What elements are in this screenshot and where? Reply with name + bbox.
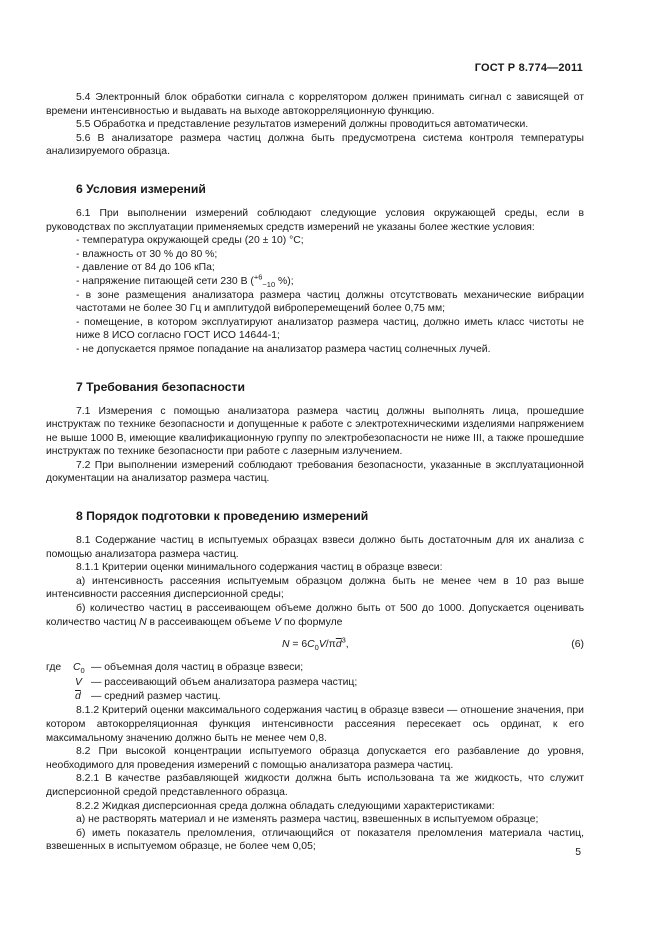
paragraph-5-5: 5.5 Обработка и представление результатов измерений должны проводиться автоматически. (76, 119, 529, 131)
paragraph-8-1-1-b (46, 602, 584, 629)
formula-6 (46, 633, 584, 657)
definition-v-text: — рассеивающий объем анализатора размера частиц; (91, 676, 358, 688)
page-number: 5 (575, 847, 581, 858)
section-7-heading: 7 Требования безопасности (76, 379, 245, 394)
paragraph-8-2-2-a: а) не растворять материал и не изменять размера частиц, взвешенных в испытуемом образце; (76, 814, 539, 826)
c0-letter: C (73, 662, 81, 674)
list-item: - в зоне размещения анализатора размера частиц должны отсутствовать механические вибрации частотами не более 30 Гц и амплитудой виброперемещений более 0,75 мм; (76, 289, 584, 315)
formula-c-sub: 0 (314, 643, 319, 653)
formula-eq: = 6 (289, 639, 308, 651)
paragraph-8-2-2-b: б) иметь показатель преломления, отличающийся от показателя преломления материала частиц, взвешенных в испытуемом образце, не более чем 0,05; (46, 827, 584, 853)
p811b-text-2: в рассеивающем объеме (146, 616, 275, 628)
definition-c0-symbol (73, 661, 85, 675)
c0-sub: 0 (80, 666, 85, 676)
list-item-voltage (46, 272, 584, 290)
formula-d-sup: 3 (341, 635, 346, 645)
formula-n: N (282, 639, 290, 651)
formula-definitions (46, 661, 584, 704)
definition-c0-text: — объемная доля частиц в образце взвеси; (91, 662, 304, 674)
symbol-v: V (274, 616, 282, 628)
list-item: - давление от 84 до 106 кПа; (76, 262, 215, 274)
formula-d: $\overline{d}$ (335, 639, 342, 651)
formula-c: C (307, 639, 315, 651)
definition-v (46, 676, 584, 690)
voltage-tolerance-minus: −10 (262, 280, 276, 290)
formula-div-pi: /π (325, 639, 336, 651)
paragraph-8-1: 8.1 Содержание частиц в испытуемых образцах взвеси должно быть достаточным для их анализа с помощью анализатора размера частиц. (46, 535, 584, 560)
voltage-tolerance-plus: +6 (253, 272, 263, 282)
paragraph-6-1: 6.1 При выполнении измерений соблюдают следующие условия окружающей среды, если в руководствах по эксплуатации применяемых средств измерений не указаны более жесткие условия: (46, 207, 584, 233)
paragraph-8-1-2: 8.1.2 Критерий оценки максимального содержания частиц в образце взвеси — отношение значения, при котором автокорреляционная функция интенсивности рассеяния пересекает ось ординат, к его максимальному значению должно быть не менее чем 0,8. (46, 705, 584, 744)
definition-d-symbol: $\overline{d}$ (75, 691, 81, 702)
list-item: - температура окружающей среды (20 ± 10) °С; (76, 235, 304, 247)
section-6-heading: 6 Условия измерений (76, 181, 206, 196)
list-item: - помещение, в котором эксплуатируют анализатор размера частиц, должно иметь класс чистоты не ниже 8 ИСО согласно ГОСТ ИСО 14644-1; (76, 316, 584, 342)
definition-d (46, 690, 584, 704)
voltage-suffix: %); (275, 275, 294, 287)
definition-v-symbol: V (75, 676, 82, 688)
formula-v: V (318, 639, 326, 651)
paragraph-8-2: 8.2 При высокой концентрации испытуемого образца допускается его разбавление до уровня, необходимого для проведения измерений с помощью анализатора размера частиц. (46, 746, 584, 771)
paragraph-8-2-2: 8.2.2 Жидкая дисперсионная среда должна обладать следующими характеристиками: (76, 800, 495, 812)
definition-d-text: — средний размер частиц. (91, 691, 221, 702)
paragraph-8-1-1-a: а) интенсивность рассеяния испытуемым образцом должна быть не менее чем в 10 раз выше интенсивности рассеяния дисперсионной среды; (46, 575, 584, 601)
formula-comma: , (345, 639, 349, 651)
list-item: - не допускается прямое попадание на анализатор размера частиц солнечных лучей. (76, 343, 491, 355)
formula-expression (282, 633, 349, 657)
symbol-n: N (139, 616, 147, 628)
list-item: - влажность от 30 % до 80 %; (76, 248, 218, 260)
paragraph-5-6: 5.6 В анализаторе размера частиц должна быть предусмотрена система контроля температуры анализируемого образца. (46, 132, 584, 158)
section-8-heading: 8 Порядок подготовки к проведению измерений (76, 509, 369, 524)
paragraph-7-1: 7.1 Измерения с помощью анализатора размера частиц должны выполнять лица, прошедшие инструктаж по технике безопасности и допущенные к работе с электротехническими изделиями напряжением не выше 1000 В, имеющие квалификационную группу по электробезопасности не ниже III, а также прошедшие инструктаж по технике безопасности при работе с лазерным излучением. (46, 405, 584, 458)
page-content (46, 91, 584, 854)
definition-where: где (46, 662, 62, 674)
paragraph-8-1-1: 8.1.1 Критерии оценки минимального содержания частиц в образце взвеси: (76, 562, 443, 574)
paragraph-8-2-1: 8.2.1 В качестве разбавляющей жидкости должна быть использована та же жидкость, что служит дисперсионной средой представленного образца. (46, 773, 584, 798)
p811b-text-3: по формуле (281, 616, 343, 628)
paragraph-7-2: 7.2 При выполнении измерений соблюдают требования безопасности, указанные в эксплуатационной документации на анализатор размера частиц. (46, 459, 584, 485)
paragraph-5-4: 5.4 Электронный блок обработки сигнала с коррелятором должен принимать сигнал с зависящей от времени интенсивностью и выдавать на выходе автокорреляционную функцию. (46, 92, 584, 117)
formula-number: (6) (571, 639, 584, 651)
p811b-text-1: б) количество частиц в рассеивающем объеме должно быть от 500 до 1000. Допускается оценивать количество частиц (46, 603, 584, 628)
document-code-header: ГОСТ Р 8.774—2011 (474, 62, 583, 74)
definition-c0 (46, 661, 584, 675)
voltage-prefix: - напряжение питающей сети 230 В ( (76, 275, 254, 287)
